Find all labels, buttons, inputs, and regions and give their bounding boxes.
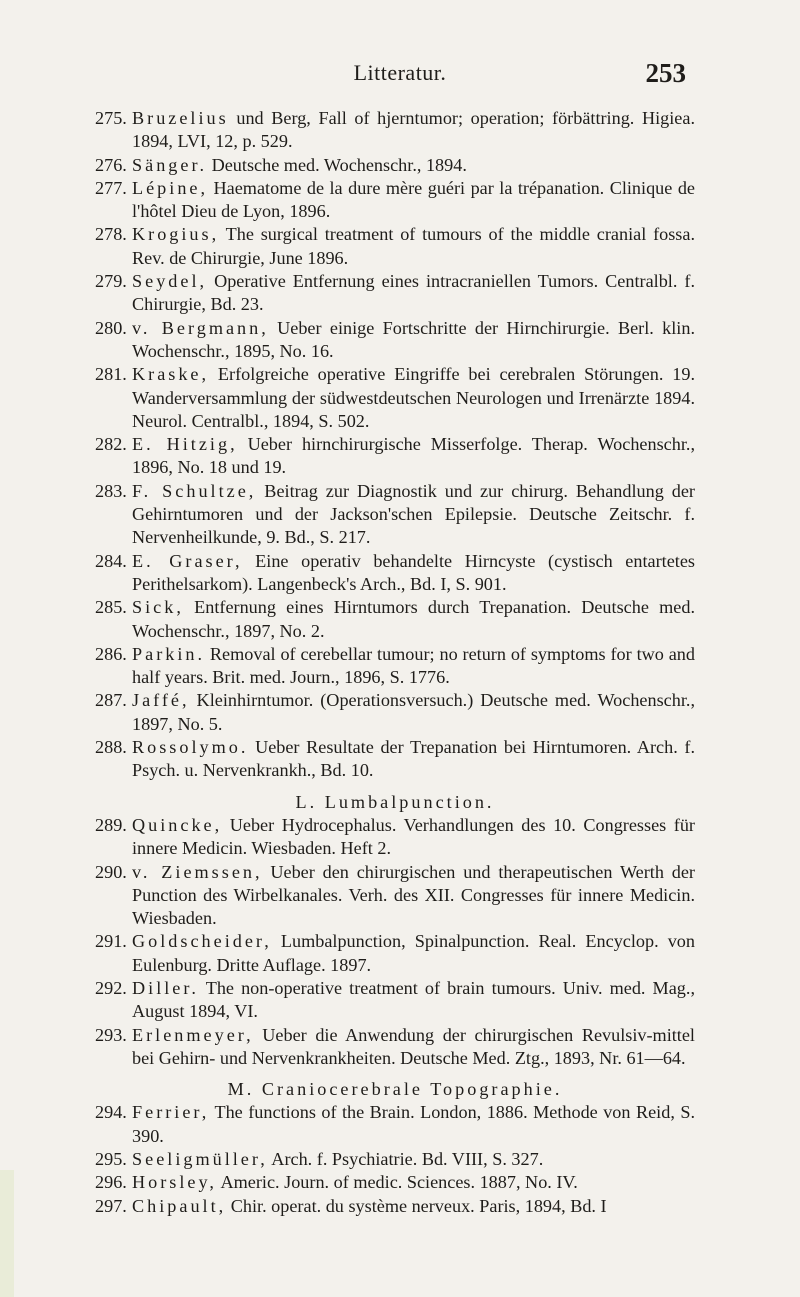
reference-text (132, 363, 695, 433)
reference-number: 285. (95, 597, 127, 618)
reference-group-main (95, 107, 695, 783)
reference-text (132, 643, 695, 690)
reference-citation: Ueber den chirurgischen und therapeutischen Werth der Punction des Wirbelkanales. Verh. des XII. Congresses für innere Medicin. Wiesbaden. (132, 861, 695, 929)
reference-entry (95, 223, 695, 270)
reference-citation: Ueber hirnchirurgische Misserfolge. Therap. Wochenschr., 1896, No. 18 und 19. (132, 434, 695, 478)
reference-text (132, 1148, 695, 1171)
reference-author: Horsley, (132, 1172, 217, 1193)
reference-author: E. Hitzig, (132, 434, 238, 455)
reference-citation: Lumbalpunction, Spinalpunction. Real. Encyclop. von Eulenburg. Dritte Auflage. 1897. (132, 931, 695, 975)
reference-entry (95, 1148, 695, 1171)
section-heading-lumbalpunction: L. Lumbalpunction. (295, 791, 495, 812)
reference-text (132, 596, 695, 643)
reference-entry (95, 550, 695, 597)
reference-number: 292. (95, 977, 127, 998)
reference-number: 284. (95, 550, 127, 571)
reference-number: 278. (95, 224, 127, 245)
reference-citation: The surgical treatment of tumours of the middle cranial fossa. Rev. de Chirurgie, June 1896. (132, 224, 695, 268)
reference-entry (95, 596, 695, 643)
reference-author: Seeligmüller, (132, 1149, 268, 1170)
reference-text (132, 861, 695, 931)
reference-author: Sänger. (132, 154, 208, 175)
reference-citation: Eine operativ behandelte Hirncyste (cystisch entartetes Perithelsarkom). Langenbeck's Arch., Bd. I, S. 901. (132, 550, 695, 594)
margin-scan-edge (0, 1170, 14, 1297)
reference-text (132, 154, 695, 177)
reference-citation: The functions of the Brain. London, 1886. Methode von Reid, S. 390. (132, 1102, 695, 1146)
reference-text (132, 1101, 695, 1148)
reference-citation: Removal of cerebellar tumour; no return of symptoms for two and half years. Brit. med. Journ., 1896, S. 1776. (132, 643, 695, 688)
reference-author: Sick, (132, 597, 184, 618)
reference-citation: Erfolgreiche operative Eingriffe bei cerebralen Störungen. 19. Wanderversammlung der südwestdeutschen Neurologen und Irrenärzte 1894. Neurol. Centralbl., 1894, S. 502. (132, 364, 695, 431)
reference-citation: Chir. operat. du système nerveux. Paris, 1894, Bd. I (226, 1195, 607, 1216)
reference-entry (95, 930, 695, 977)
reference-citation: The non-operative treatment of brain tumours. Univ. med. Mag., August 1894, VI. (132, 977, 695, 1022)
reference-entry (95, 1024, 695, 1071)
reference-entry (95, 363, 695, 433)
reference-number: 287. (95, 690, 127, 711)
reference-text (132, 736, 695, 783)
reference-entry (95, 643, 695, 690)
reference-text (132, 317, 695, 364)
reference-author: v. Ziemssen, (132, 861, 263, 882)
reference-entry (95, 977, 695, 1024)
reference-entry (95, 1171, 695, 1194)
reference-citation: Americ. Journ. of medic. Sciences. 1887, No. IV. (216, 1172, 578, 1193)
reference-citation: Ueber einige Fortschritte der Hirnchirurgie. Berl. klin. Wochenschr., 1895, No. 16. (132, 317, 696, 361)
section-heading-topographie: M. Craniocerebrale Topographie. (227, 1079, 563, 1100)
reference-group-lumbalpunction (95, 814, 695, 1070)
reference-text (132, 814, 695, 861)
reference-author: Seydel, (132, 271, 208, 292)
reference-entry (95, 1101, 695, 1148)
reference-number: 276. (95, 154, 127, 175)
reference-text (132, 930, 695, 977)
page-number: 253 (645, 58, 686, 88)
reference-author: v. Bergmann, (132, 317, 269, 338)
running-title: Litteratur. (353, 60, 447, 85)
reference-author: Diller. (132, 977, 199, 998)
reference-number: 296. (95, 1172, 127, 1193)
reference-entry (95, 814, 695, 861)
reference-author: Goldscheider, (132, 931, 272, 952)
reference-entry (95, 107, 695, 154)
reference-text (132, 177, 695, 224)
reference-author: Jaffé, (132, 690, 190, 711)
reference-number: 297. (95, 1195, 127, 1216)
reference-citation: Ueber Resultate der Trepanation bei Hirntumoren. Arch. f. Psych. u. Nervenkrankh., Bd. 10. (132, 737, 695, 781)
reference-author: Bruzelius (132, 108, 229, 128)
reference-number: 283. (95, 480, 127, 501)
reference-author: F. Schultze, (132, 480, 257, 501)
reference-text (132, 550, 695, 597)
reference-number: 293. (95, 1024, 127, 1045)
reference-number: 279. (95, 271, 127, 292)
reference-entry (95, 736, 695, 783)
reference-text (132, 107, 695, 154)
reference-citation: Haematome de la dure mère guéri par la trépanation. Clinique de l'hôtel Dieu de Lyon, 1896. (132, 177, 695, 222)
reference-citation: Beitrag zur Diagnostik und zur chirurg. Behandlung der Gehirntumoren und der Jackson'schen Epilepsie. Deutsche Zeitschr. f. Nervenheilkunde, 9. Bd., S. 217. (132, 480, 695, 548)
reference-entry (95, 861, 695, 931)
reference-text (132, 1024, 695, 1071)
page-header (0, 60, 800, 100)
reference-author: E. Graser, (132, 550, 243, 571)
reference-entry (95, 433, 695, 480)
reference-number: 289. (95, 814, 127, 835)
reference-citation: Entfernung eines Hirntumors durch Trepanation. Deutsche med. Wochenschr., 1897, No. 2. (132, 597, 695, 641)
reference-entry (95, 154, 695, 177)
reference-text (132, 270, 695, 317)
reference-author: Rossolymo. (132, 737, 249, 758)
reference-entry (95, 1195, 695, 1218)
reference-author: Ferrier, (132, 1102, 210, 1123)
reference-text (132, 977, 695, 1024)
reference-author: Quincke, (132, 814, 223, 835)
reference-citation: Kleinhirntumor. (Operationsversuch.) Deutsche med. Wochenschr., 1897, No. 5. (132, 690, 695, 734)
reference-author: Lépine, (132, 177, 209, 198)
reference-text (132, 480, 695, 550)
reference-author: Parkin. (132, 643, 206, 664)
reference-text (132, 433, 695, 480)
reference-number: 288. (95, 737, 127, 758)
reference-text (132, 1171, 695, 1194)
reference-number: 295. (95, 1149, 127, 1170)
reference-citation: und Berg, Fall of hjerntumor; operation; förbättring. Higiea. 1894, LVI, 12, p. 529. (132, 108, 695, 152)
reference-author: Krogius, (132, 224, 220, 245)
reference-number: 277. (95, 177, 127, 198)
reference-number: 281. (95, 364, 127, 385)
reference-entry (95, 689, 695, 736)
reference-citation: Deutsche med. Wochenschr., 1894. (207, 154, 467, 175)
reference-citation: Ueber Hydrocephalus. Verhandlungen des 10. Congresses für innere Medicin. Wiesbaden. Heft 2. (132, 814, 695, 859)
reference-citation: Ueber die Anwendung der chirurgischen Revulsiv-mittel bei Gehirn- und Nervenkrankheiten. Deutsche Med. Ztg., 1893, Nr. 61—64. (132, 1024, 695, 1068)
reference-number: 290. (95, 861, 127, 882)
reference-number: 282. (95, 434, 127, 455)
reference-entry (95, 177, 695, 224)
reference-text (132, 689, 695, 736)
reference-number: 280. (95, 317, 127, 338)
reference-author: Erlenmeyer, (132, 1024, 254, 1045)
reference-number: 291. (95, 931, 127, 952)
reference-group-topographie (95, 1101, 695, 1217)
reference-entry (95, 270, 695, 317)
reference-author: Kraske, (132, 364, 210, 385)
reference-list (95, 107, 695, 1218)
reference-citation: Arch. f. Psychiatrie. Bd. VIII, S. 327. (267, 1149, 544, 1170)
reference-number: 275. (95, 108, 127, 128)
reference-entry (95, 317, 695, 364)
reference-number: 294. (95, 1102, 127, 1123)
reference-entry (95, 480, 695, 550)
reference-text (132, 1195, 695, 1218)
reference-text (132, 223, 695, 270)
reference-author: Chipault, (132, 1195, 227, 1216)
reference-number: 286. (95, 643, 127, 664)
reference-citation: Operative Entfernung eines intracraniellen Tumors. Centralbl. f. Chirurgie, Bd. 23. (132, 271, 695, 315)
